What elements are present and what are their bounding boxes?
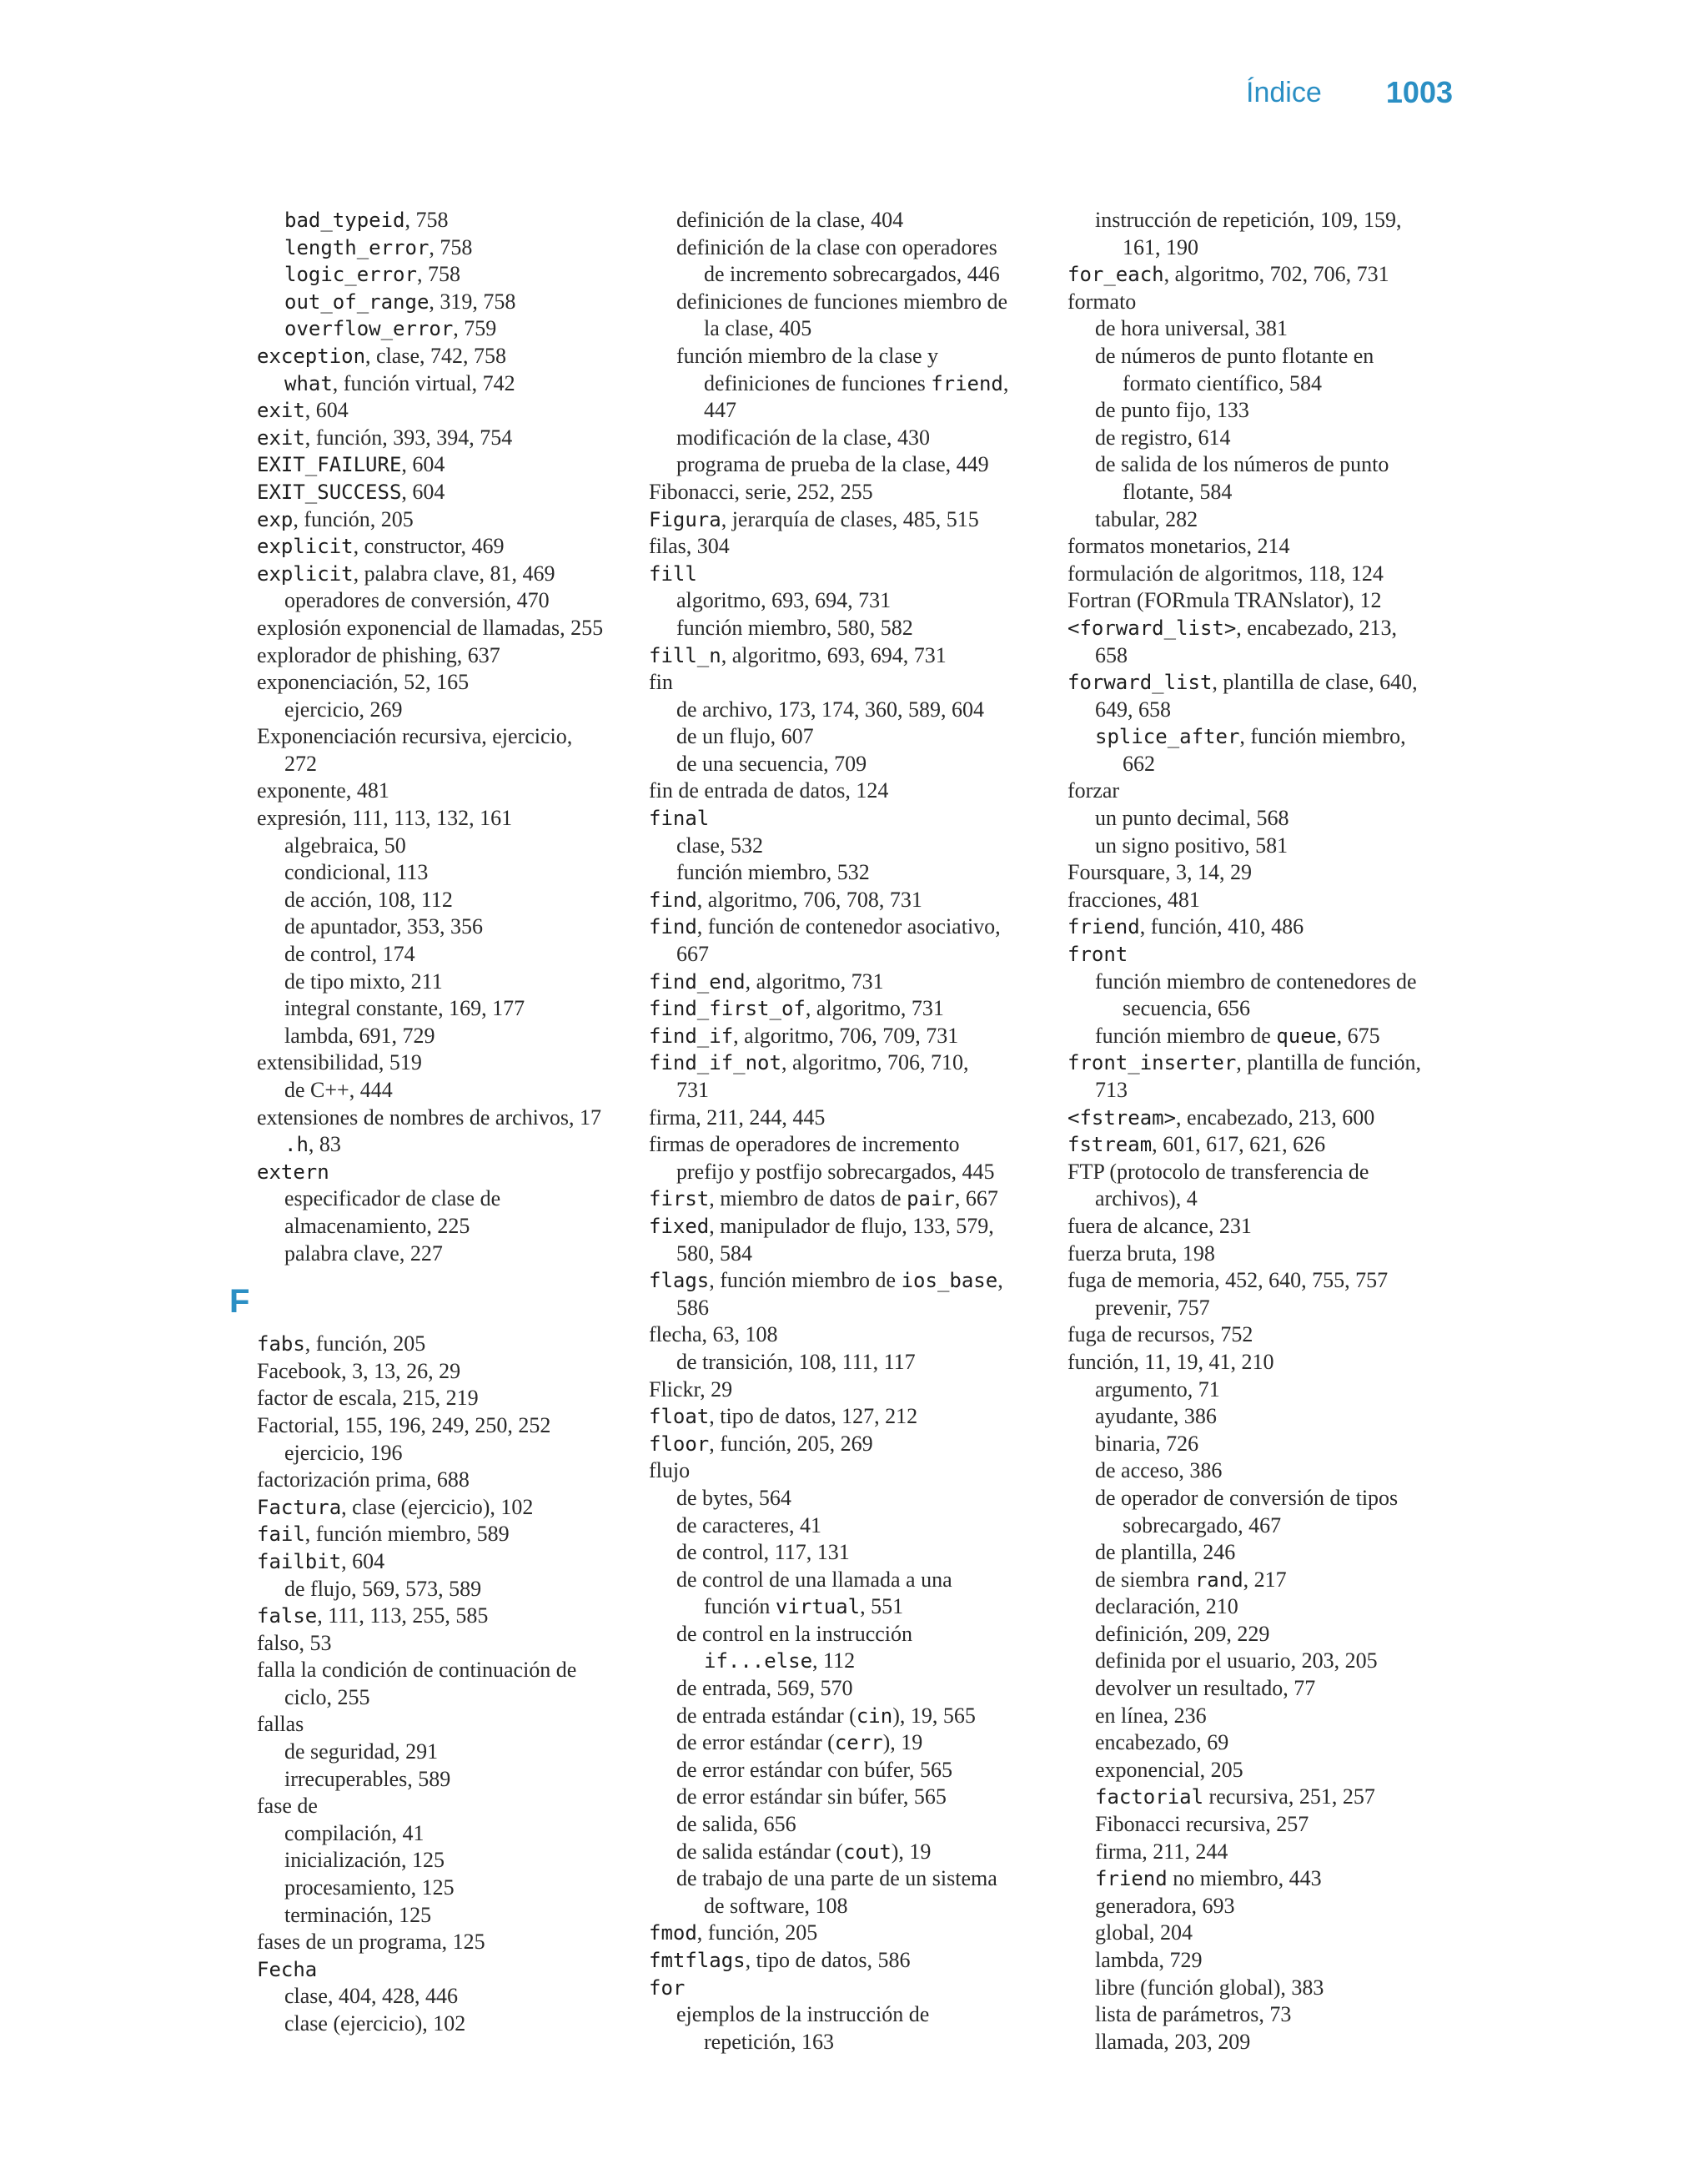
index-entry: tabular, 282 bbox=[1095, 506, 1198, 531]
index-entry: 662 bbox=[1123, 751, 1155, 776]
index-entry: la clase, 405 bbox=[704, 316, 812, 341]
index-entry: fin bbox=[649, 670, 673, 695]
index-entry: forzar bbox=[1068, 778, 1120, 803]
index-entry: de control, 117, 131 bbox=[676, 1540, 850, 1565]
index-entry: función miembro, 580, 582 bbox=[676, 615, 913, 640]
index-entry: final bbox=[649, 807, 710, 831]
index-entry: Factura, clase (ejercicio), 102 bbox=[257, 1494, 534, 1519]
index-entry: definiciones de funciones friend, bbox=[704, 370, 1009, 395]
index-entry: sobrecargado, 467 bbox=[1123, 1512, 1282, 1537]
index-entry: <forward_list>, encabezado, 213, bbox=[1068, 615, 1398, 640]
index-entry: fuga de memoria, 452, 640, 755, 757 bbox=[1068, 1268, 1389, 1293]
index-entry: explosión exponencial de llamadas, 255 bbox=[257, 615, 604, 640]
index-entry: 272 bbox=[284, 751, 317, 776]
index-entry: 713 bbox=[1095, 1078, 1128, 1102]
index-entry: exit, función, 393, 394, 754 bbox=[257, 425, 513, 450]
index-entry: de control de una llamada a una bbox=[676, 1567, 952, 1592]
index-entry: 731 bbox=[676, 1078, 709, 1102]
index-entry: integral constante, 169, 177 bbox=[284, 996, 525, 1021]
index-entry: lambda, 691, 729 bbox=[284, 1023, 435, 1048]
index-entry: función miembro de queue, 675 bbox=[1095, 1023, 1380, 1048]
index-entry: explorador de phishing, 637 bbox=[257, 642, 500, 667]
index-entry: FTP (protocolo de transferencia de bbox=[1068, 1159, 1369, 1184]
index-entry: prefijo y postfijo sobrecargados, 445 bbox=[676, 1159, 995, 1184]
header-title: Índice bbox=[1246, 77, 1322, 108]
index-entry: 667 bbox=[676, 942, 709, 967]
index-entry: logic_error, 758 bbox=[284, 262, 460, 287]
index-entry: definida por el usuario, 203, 205 bbox=[1095, 1648, 1378, 1673]
index-entry: ejemplos de la instrucción de bbox=[676, 2002, 930, 2027]
index-entry: de bytes, 564 bbox=[676, 1485, 791, 1510]
index-entry: fases de un programa, 125 bbox=[257, 1930, 485, 1955]
index-entry: explicit, palabra clave, 81, 469 bbox=[257, 561, 555, 586]
index-entry: flujo bbox=[649, 1458, 691, 1483]
index-entry: devolver un resultado, 77 bbox=[1095, 1676, 1316, 1701]
index-entry: procesamiento, 125 bbox=[284, 1875, 455, 1900]
index-entry: formato bbox=[1068, 289, 1137, 314]
index-entry: de hora universal, 381 bbox=[1095, 316, 1289, 341]
index-entry: explicit, constructor, 469 bbox=[257, 534, 505, 559]
index-entry: Exponenciación recursiva, ejercicio, bbox=[257, 724, 573, 749]
index-entry: almacenamiento, 225 bbox=[284, 1213, 470, 1238]
index-entry: friend no miembro, 443 bbox=[1095, 1866, 1322, 1891]
index-entry: flecha, 63, 108 bbox=[649, 1322, 778, 1347]
index-entry: length_error, 758 bbox=[284, 234, 473, 259]
index-entry: de salida, 656 bbox=[676, 1812, 796, 1837]
index-entry: fixed, manipulador de flujo, 133, 579, bbox=[649, 1213, 994, 1238]
index-entry: bad_typeid, 758 bbox=[284, 208, 449, 232]
index-entry: de C++, 444 bbox=[284, 1078, 393, 1102]
index-entry: clase, 404, 428, 446 bbox=[284, 1984, 458, 2009]
index-entry: fallas bbox=[257, 1712, 304, 1737]
index-entry: if...else, 112 bbox=[704, 1648, 856, 1673]
index-entry: fase de bbox=[257, 1794, 318, 1819]
index-entry: front_inserter, plantilla de función, bbox=[1068, 1050, 1421, 1075]
index-entry: find_if, algoritmo, 706, 709, 731 bbox=[649, 1023, 959, 1048]
index-entry: exit, 604 bbox=[257, 398, 349, 423]
index-entry: 658 bbox=[1095, 642, 1128, 667]
index-entry: 580, 584 bbox=[676, 1240, 752, 1266]
index-entry: lambda, 729 bbox=[1095, 1948, 1203, 1972]
index-entry: encabezado, 69 bbox=[1095, 1730, 1229, 1755]
index-entry: algoritmo, 693, 694, 731 bbox=[676, 588, 892, 613]
index-entry: fill_n, algoritmo, 693, 694, 731 bbox=[649, 642, 947, 667]
index-entry: out_of_range, 319, 758 bbox=[284, 289, 516, 314]
index-entry: Factorial, 155, 196, 249, 250, 252 bbox=[257, 1412, 551, 1437]
section-letter: F bbox=[229, 1283, 250, 1321]
index-entry: flotante, 584 bbox=[1123, 479, 1233, 504]
index-entry: failbit, 604 bbox=[257, 1548, 385, 1573]
index-entry: ciclo, 255 bbox=[284, 1684, 370, 1709]
running-header bbox=[1234, 77, 1493, 118]
page-number: 1003 bbox=[1385, 75, 1453, 109]
index-entry: fail, función miembro, 589 bbox=[257, 1522, 510, 1547]
index-entry: de incremento sobrecargados, 446 bbox=[704, 262, 1000, 287]
index-entry: de apuntador, 353, 356 bbox=[284, 914, 483, 939]
index-entry: función virtual, 551 bbox=[704, 1594, 904, 1619]
index-entry: de caracteres, 41 bbox=[676, 1512, 821, 1537]
index-entry: de control en la instrucción bbox=[676, 1621, 913, 1646]
index-entry: formato científico, 584 bbox=[1123, 370, 1322, 395]
index-entry: de punto fijo, 133 bbox=[1095, 398, 1249, 423]
index-entry: expresión, 111, 113, 132, 161 bbox=[257, 806, 513, 831]
index-entry: find, función de contenedor asociativo, bbox=[649, 914, 1001, 939]
index-entry: fuerza bruta, 198 bbox=[1068, 1240, 1215, 1266]
index-entry: .h, 83 bbox=[284, 1132, 341, 1157]
index-entry: Foursquare, 3, 14, 29 bbox=[1068, 860, 1252, 885]
index-entry: inicialización, 125 bbox=[284, 1848, 445, 1873]
index-entry: de una secuencia, 709 bbox=[676, 751, 867, 776]
index-entry: de flujo, 569, 573, 589 bbox=[284, 1576, 482, 1601]
index-entry: declaración, 210 bbox=[1095, 1594, 1238, 1619]
index-entry: filas, 304 bbox=[649, 534, 730, 559]
index-entry: de error estándar con búfer, 565 bbox=[676, 1757, 953, 1782]
index-entry: llamada, 203, 209 bbox=[1095, 2029, 1251, 2054]
index-entry: de siembra rand, 217 bbox=[1095, 1567, 1287, 1592]
index-entry: EXIT_FAILURE, 604 bbox=[257, 452, 445, 477]
index-entry: find, algoritmo, 706, 708, 731 bbox=[649, 887, 922, 912]
index-entry: exponente, 481 bbox=[257, 778, 389, 803]
index-column-2 bbox=[649, 207, 1057, 2056]
index-entry: especificador de clase de bbox=[284, 1186, 501, 1211]
index-entry: formulación de algoritmos, 118, 124 bbox=[1068, 561, 1384, 586]
index-entry: argumento, 71 bbox=[1095, 1376, 1220, 1402]
index-entry: de trabajo de una parte de un sistema bbox=[676, 1866, 997, 1891]
index-entry: 586 bbox=[676, 1295, 709, 1320]
index-entry: ejercicio, 269 bbox=[284, 697, 403, 722]
index-entry: exponencial, 205 bbox=[1095, 1757, 1243, 1782]
index-entry: de error estándar (cerr), 19 bbox=[676, 1730, 923, 1755]
index-entry: de software, 108 bbox=[704, 1893, 848, 1918]
index-entry: clase (ejercicio), 102 bbox=[284, 2011, 466, 2036]
index-entry: extensibilidad, 519 bbox=[257, 1050, 422, 1075]
index-entry: exp, función, 205 bbox=[257, 506, 414, 531]
index-entry: compilación, 41 bbox=[284, 1820, 424, 1845]
index-entry: firma, 211, 244, 445 bbox=[649, 1105, 826, 1130]
index-entry: de plantilla, 246 bbox=[1095, 1540, 1236, 1565]
index-entry: ejercicio, 196 bbox=[284, 1440, 403, 1465]
index-entry: ayudante, 386 bbox=[1095, 1404, 1217, 1429]
index-entry: clase, 532 bbox=[676, 833, 763, 858]
index-entry: flags, función miembro de ios_base, bbox=[649, 1268, 1003, 1293]
index-entry: irrecuperables, 589 bbox=[284, 1766, 451, 1791]
index-entry: Fibonacci, serie, 252, 255 bbox=[649, 479, 873, 504]
index-entry: secuencia, 656 bbox=[1123, 996, 1251, 1021]
index-entry: falso, 53 bbox=[257, 1630, 332, 1655]
index-entry: Facebook, 3, 13, 26, 29 bbox=[257, 1358, 461, 1383]
index-entry: de entrada, 569, 570 bbox=[676, 1676, 853, 1701]
index-entry: find_if_not, algoritmo, 706, 710, bbox=[649, 1050, 969, 1075]
index-entry: factorial recursiva, 251, 257 bbox=[1095, 1784, 1375, 1809]
index-entry: falla la condición de continuación de bbox=[257, 1658, 577, 1683]
index-entry: fin de entrada de datos, 124 bbox=[649, 778, 889, 803]
index-entry: <fstream>, encabezado, 213, 600 bbox=[1068, 1105, 1375, 1130]
index-entry: what, función virtual, 742 bbox=[284, 370, 515, 395]
index-entry: fuera de alcance, 231 bbox=[1068, 1213, 1252, 1238]
index-entry: find_end, algoritmo, 731 bbox=[649, 969, 884, 994]
index-entry: firma, 211, 244 bbox=[1095, 1839, 1228, 1864]
index-entry: fstream, 601, 617, 621, 626 bbox=[1068, 1132, 1326, 1157]
index-entry: forward_list, plantilla de clase, 640, bbox=[1068, 670, 1418, 695]
index-entry: fracciones, 481 bbox=[1068, 887, 1200, 912]
index-entry: definición de la clase, 404 bbox=[676, 208, 904, 232]
index-entry: definición de la clase con operadores bbox=[676, 234, 997, 259]
index-entry: lista de parámetros, 73 bbox=[1095, 2002, 1292, 2027]
index-entry: Fibonacci recursiva, 257 bbox=[1095, 1812, 1309, 1837]
index-entry: de acceso, 386 bbox=[1095, 1458, 1223, 1483]
index-entry: exception, clase, 742, 758 bbox=[257, 343, 507, 368]
index-entry: de transición, 108, 111, 117 bbox=[676, 1349, 916, 1374]
index-entry: en línea, 236 bbox=[1095, 1703, 1207, 1728]
index-entry: de archivo, 173, 174, 360, 589, 604 bbox=[676, 697, 985, 722]
index-entry: de seguridad, 291 bbox=[284, 1739, 439, 1764]
index-entry: extern bbox=[257, 1160, 329, 1184]
index-entry: repetición, 163 bbox=[704, 2029, 834, 2054]
index-entry: de números de punto flotante en bbox=[1095, 343, 1374, 368]
index-entry: floor, función, 205, 269 bbox=[649, 1431, 873, 1456]
index-entry: de error estándar sin búfer, 565 bbox=[676, 1784, 947, 1809]
index-entry: firmas de operadores de incremento bbox=[649, 1132, 960, 1157]
index-entry: extensiones de nombres de archivos, 17 bbox=[257, 1105, 602, 1130]
index-entry: de un flujo, 607 bbox=[676, 724, 814, 749]
index-entry: función miembro, 532 bbox=[676, 860, 870, 885]
index-entry: condicional, 113 bbox=[284, 860, 429, 885]
index-entry: prevenir, 757 bbox=[1095, 1295, 1210, 1320]
index-entry: de operador de conversión de tipos bbox=[1095, 1485, 1399, 1510]
index-entry: función, 11, 19, 41, 210 bbox=[1068, 1349, 1274, 1374]
index-entry: Flickr, 29 bbox=[649, 1376, 733, 1402]
index-entry: instrucción de repetición, 109, 159, bbox=[1095, 208, 1402, 232]
index-entry: overflow_error, 759 bbox=[284, 316, 497, 341]
index-entry: libre (función global), 383 bbox=[1095, 1975, 1324, 2000]
index-entry: de acción, 108, 112 bbox=[284, 887, 453, 912]
index-entry: Fortran (FORmula TRANslator), 12 bbox=[1068, 588, 1382, 613]
index-entry: programa de prueba de la clase, 449 bbox=[676, 452, 989, 477]
index-entry: archivos), 4 bbox=[1095, 1186, 1198, 1211]
index-entry: factorización prima, 688 bbox=[257, 1467, 470, 1492]
index-entry: factor de escala, 215, 219 bbox=[257, 1386, 479, 1411]
index-entry: algebraica, 50 bbox=[284, 833, 406, 858]
index-entry: splice_after, función miembro, bbox=[1095, 724, 1406, 749]
index-entry: 161, 190 bbox=[1123, 234, 1198, 259]
index-entry: palabra clave, 227 bbox=[284, 1240, 443, 1266]
index-entry: fill bbox=[649, 561, 697, 586]
index-entry: de salida estándar (cout), 19 bbox=[676, 1839, 932, 1864]
index-entry: de tipo mixto, 211 bbox=[284, 969, 443, 994]
index-entry: for bbox=[649, 1975, 686, 2000]
index-entry: Fecha bbox=[257, 1957, 318, 1981]
index-entry: función miembro de la clase y bbox=[676, 343, 939, 368]
index-entry: 649, 658 bbox=[1095, 697, 1171, 722]
index-entry: operadores de conversión, 470 bbox=[284, 588, 550, 613]
index-entry: friend, función, 410, 486 bbox=[1068, 914, 1304, 939]
index-entry: definición, 209, 229 bbox=[1095, 1621, 1270, 1646]
index-column-3 bbox=[1068, 207, 1468, 2056]
index-entry: función miembro de contenedores de bbox=[1095, 969, 1417, 994]
index-entry: generadora, 693 bbox=[1095, 1893, 1235, 1918]
index-entry: for_each, algoritmo, 702, 706, 731 bbox=[1068, 262, 1389, 287]
index-entry: false, 111, 113, 255, 585 bbox=[257, 1603, 489, 1628]
index-entry: exponenciación, 52, 165 bbox=[257, 670, 470, 695]
index-entry: fuga de recursos, 752 bbox=[1068, 1322, 1253, 1347]
index-entry: fmod, función, 205 bbox=[649, 1920, 818, 1945]
index-entry: formatos monetarios, 214 bbox=[1068, 534, 1290, 559]
index-entry: binaria, 726 bbox=[1095, 1431, 1199, 1456]
index-entry: Figura, jerarquía de clases, 485, 515 bbox=[649, 506, 979, 531]
index-entry: global, 204 bbox=[1095, 1920, 1193, 1945]
index-entry: first, miembro de datos de pair, 667 bbox=[649, 1186, 998, 1211]
index-entry: front bbox=[1068, 943, 1128, 967]
index-entry: de registro, 614 bbox=[1095, 425, 1231, 450]
index-entry: find_first_of, algoritmo, 731 bbox=[649, 996, 944, 1021]
index-entry: fmtflags, tipo de datos, 586 bbox=[649, 1948, 911, 1972]
index-entry: modificación de la clase, 430 bbox=[676, 425, 930, 450]
index-column-1 bbox=[229, 207, 621, 2038]
index-entry: de entrada estándar (cin), 19, 565 bbox=[676, 1703, 976, 1728]
index-entry: 447 bbox=[704, 398, 736, 423]
index-entry: definiciones de funciones miembro de bbox=[676, 289, 1008, 314]
index-entry: float, tipo de datos, 127, 212 bbox=[649, 1404, 918, 1429]
index-entry: terminación, 125 bbox=[284, 1902, 432, 1927]
index-entry: fabs, función, 205 bbox=[257, 1331, 426, 1356]
index-entry: de control, 174 bbox=[284, 942, 415, 967]
index-entry: de salida de los números de punto bbox=[1095, 452, 1389, 477]
index-entry: un signo positivo, 581 bbox=[1095, 833, 1289, 858]
index-entry: EXIT_SUCCESS, 604 bbox=[257, 479, 445, 504]
index-entry: un punto decimal, 568 bbox=[1095, 806, 1289, 831]
